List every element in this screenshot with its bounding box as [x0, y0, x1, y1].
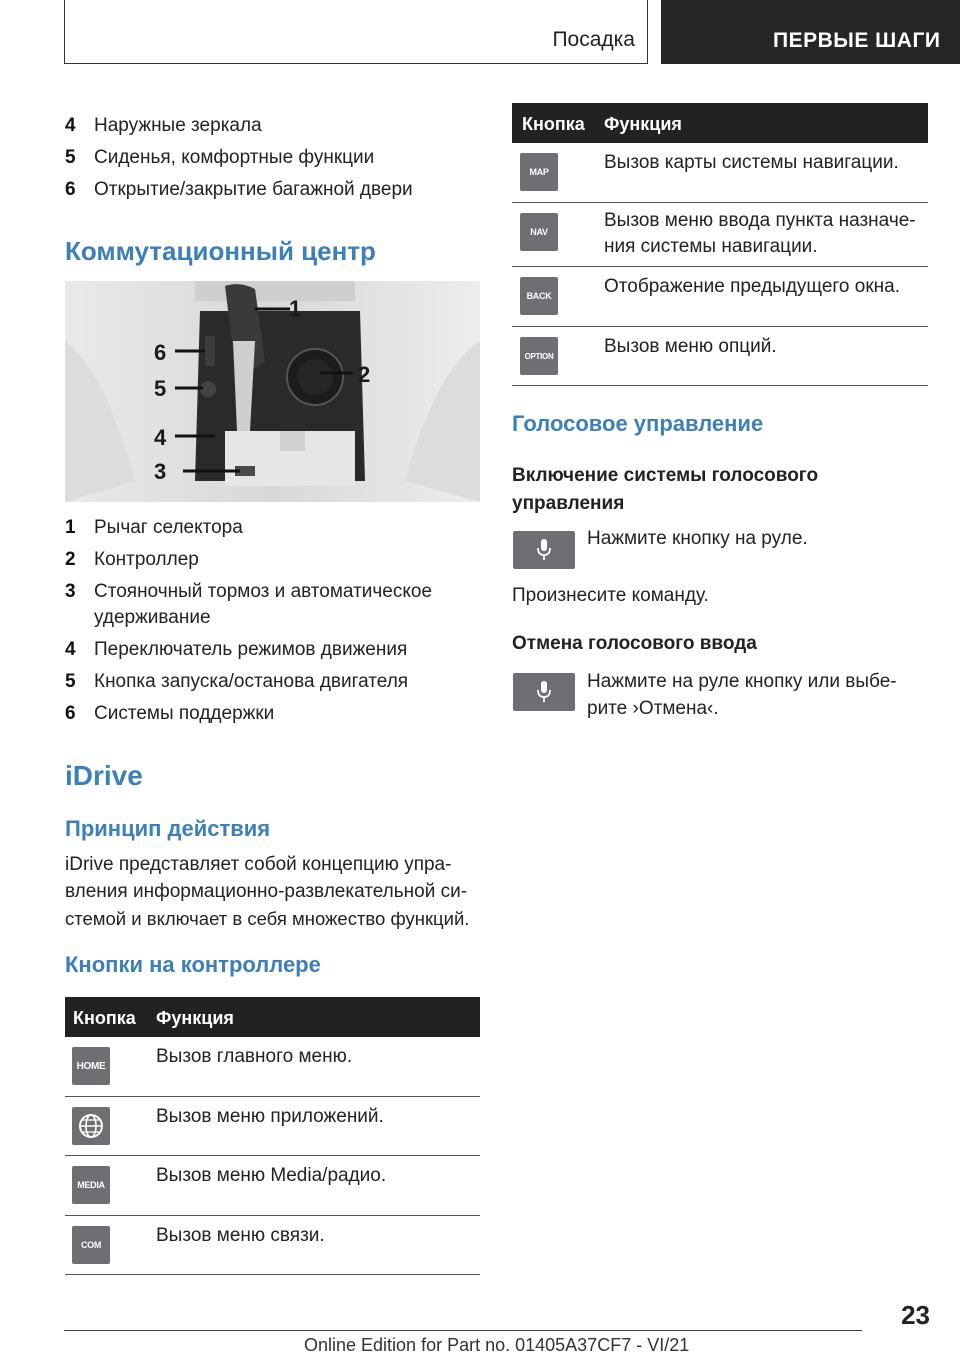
column-header-function: Функция: [604, 114, 682, 134]
table-row: [65, 1097, 480, 1156]
voice-heading: Голосовое управление: [512, 411, 764, 436]
list-item-text: Наружные зеркала: [94, 115, 262, 136]
callout-6: 6: [154, 340, 167, 365]
nav-key-icon: NAV: [520, 213, 558, 251]
list-item-text: Стояночный тормоз и автоматическое: [94, 581, 433, 602]
header-chapter-title: ПЕРВЫЕ ШАГИ: [773, 29, 941, 52]
row-function-text: Вызов меню приложений.: [156, 1106, 384, 1127]
table-row: [65, 1216, 480, 1275]
list-item-text: Кнопка запуска/останова двигателя: [94, 671, 409, 692]
header-section-title: Посадка: [552, 28, 635, 51]
table-row: [65, 1037, 480, 1097]
list-item-number: 2: [65, 549, 76, 570]
list-item-text: Рычаг селектора: [94, 517, 243, 538]
row-function-text: Вызов меню связи.: [156, 1225, 325, 1246]
row-function-text: ния системы навигации.: [604, 236, 818, 257]
media-key-icon: MEDIA: [72, 1166, 110, 1204]
home-key-icon: HOME: [72, 1047, 110, 1085]
list-item-number: 6: [65, 703, 76, 724]
principle-text-line: стемой и включает в себя множество функций.: [65, 908, 470, 929]
map-key-icon: MAP: [520, 153, 558, 191]
list-item-text: Контроллер: [94, 549, 199, 570]
voice-cancel-text: Нажмите на руле кнопку или выбе-: [587, 671, 897, 692]
controller-buttons-table-continued: [512, 103, 928, 386]
console-heading: Коммутационный центр: [65, 236, 376, 266]
principle-text-line: iDrive представляет собой концепцию упра-: [65, 854, 452, 875]
list-item-number: 5: [65, 147, 76, 168]
callout-1: 1: [289, 296, 302, 321]
table-row: [512, 203, 928, 267]
list-item-number: 1: [65, 517, 76, 538]
list-item-number: 4: [65, 115, 76, 136]
idrive-heading: iDrive: [65, 760, 143, 791]
principle-text-line: вления информационно-развлекательной си-: [65, 881, 468, 902]
row-function-text: Вызов меню Media/радио.: [156, 1165, 387, 1186]
voice-cancel-text: рите ›Отмена‹.: [587, 698, 719, 719]
table-header: [65, 997, 480, 1037]
list-item-number: 6: [65, 179, 76, 200]
callout-4: 4: [154, 425, 167, 450]
row-function-text: Вызов карты системы навигации.: [604, 152, 899, 173]
list-item-number: 3: [65, 581, 76, 602]
row-function-text: Отображение предыдущего окна.: [604, 276, 900, 297]
table-row: [65, 1156, 480, 1216]
globe-icon: [72, 1107, 110, 1145]
row-function-text: Вызов меню ввода пункта назначе-: [604, 210, 916, 231]
com-key-icon: COM: [72, 1226, 110, 1264]
back-key-icon: BACK: [520, 277, 558, 315]
list-item-text: удерживание: [94, 607, 211, 628]
row-function-text: Вызов меню опций.: [604, 336, 777, 357]
list-item-number: 5: [65, 671, 76, 692]
voice-activate-heading: управления: [512, 493, 625, 514]
list-item-number: 4: [65, 639, 76, 660]
footer-edition: Online Edition for Part no. 01405A37CF7 - VI/21: [304, 1335, 690, 1355]
option-key-icon: OPTION: [520, 337, 558, 375]
table-row: [512, 267, 928, 327]
header-chapter-box: [661, 0, 960, 64]
callout-3: 3: [154, 459, 167, 484]
list-item-text: Открытие/закрытие багажной двери: [94, 179, 413, 200]
voice-cancel-heading: Отмена голосового ввода: [512, 633, 757, 654]
microphone-icon: [513, 673, 575, 711]
row-function-text: Вызов главного меню.: [156, 1046, 353, 1067]
center-console-photo: [65, 281, 480, 502]
page-number: 23: [901, 1300, 930, 1330]
column-header-button: Кнопка: [522, 114, 585, 134]
voice-activate-text: Нажмите кнопку на руле.: [587, 528, 808, 549]
callout-2: 2: [358, 362, 371, 387]
controller-buttons-table: [65, 997, 480, 1275]
list-item-text: Сиденья, комфортные функции: [94, 147, 375, 168]
list-item-text: Переключатель режимов движения: [94, 639, 408, 660]
principle-heading: Принцип действия: [65, 816, 271, 841]
table-row: [512, 327, 928, 386]
column-header-button: Кнопка: [73, 1008, 136, 1028]
voice-activate-heading: Включение системы голосового: [512, 465, 819, 486]
callout-5: 5: [154, 376, 167, 401]
table-header: [512, 103, 928, 143]
buttons-heading: Кнопки на контроллере: [65, 952, 321, 977]
table-row: [512, 143, 928, 203]
header-section-box: [64, 0, 648, 64]
microphone-icon: [513, 531, 575, 569]
footer-divider: [64, 1330, 862, 1331]
list-item-text: Системы поддержки: [94, 703, 275, 724]
voice-say-command: Произнесите команду.: [512, 585, 709, 606]
column-header-function: Функция: [156, 1008, 234, 1028]
